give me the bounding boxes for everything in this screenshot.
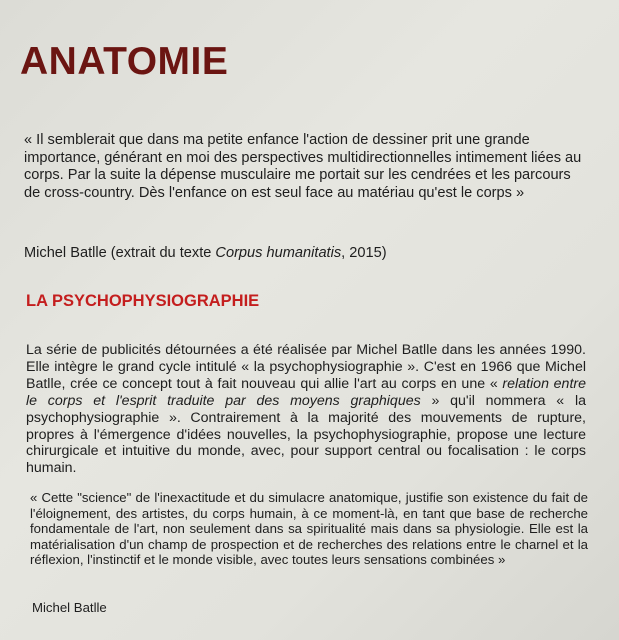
second-quote: « Cette "science" de l'inexactitude et du simulacre anatomique, justifie son existence du fait de l'éloignement, des artistes, du corps humain, à ce moment-là, en tant que base de recherche fondamentale de l'art, non seulement dans sa spiritualité mais dans sa physiologie. Elle est la matérialisation d'un champ de prospection et de recherches des relations entre le charnel et la réflexion, l'instinctif et le monde visible, avec toutes leurs sensations combinées » (30, 490, 588, 568)
paragraph-part-1: La série de publicités détournées a été réalisée par Michel Batlle dans les années 1990. Elle intègre le grand cycle intitulé « la psychophysiographie ». C'est en 1966 que Michel Batlle, crée ce concept tout à fait nouveau qui allie l'art au corps en une « (26, 342, 586, 392)
attribution-work-title: Corpus humanitatis (215, 245, 342, 261)
attribution-suffix: , 2015) (341, 245, 387, 261)
artist-quote: « Il semblerait que dans ma petite enfance l'action de dessiner prit une grande importance, générant en moi des perspectives multidirectionnelles intimement liées au corps. Par la suite la dépense musculaire me portait sur les cendrées et les parcours de cross-country. Dès l'enfance on est seul face au matériau qu'est le corps » (24, 132, 582, 201)
quote-attribution (24, 245, 590, 261)
panel-title: ANATOMIE (20, 40, 229, 83)
section-title: LA PSYCHOPHYSIOGRAPHIE (26, 292, 260, 310)
section-paragraph (26, 342, 586, 477)
second-quote-attribution: Michel Batlle (32, 600, 107, 615)
attribution-prefix: Michel Batlle (extrait du texte (24, 245, 216, 261)
paragraph-part-2: » qu'il nommera « la psychophysiographie ». Contrairement à la majorité des mouvements de rupture, propres à l'émergence d'idées nouvelles, la psychophysiographie, propose une lecture chirurgicale et intuitive du monde, avec, pour support central ou focalisation : le corps humain. (26, 392, 586, 477)
paragraph-italic-quote: relation entre le corps et l'esprit traduite par des moyens graphiques (26, 375, 587, 409)
